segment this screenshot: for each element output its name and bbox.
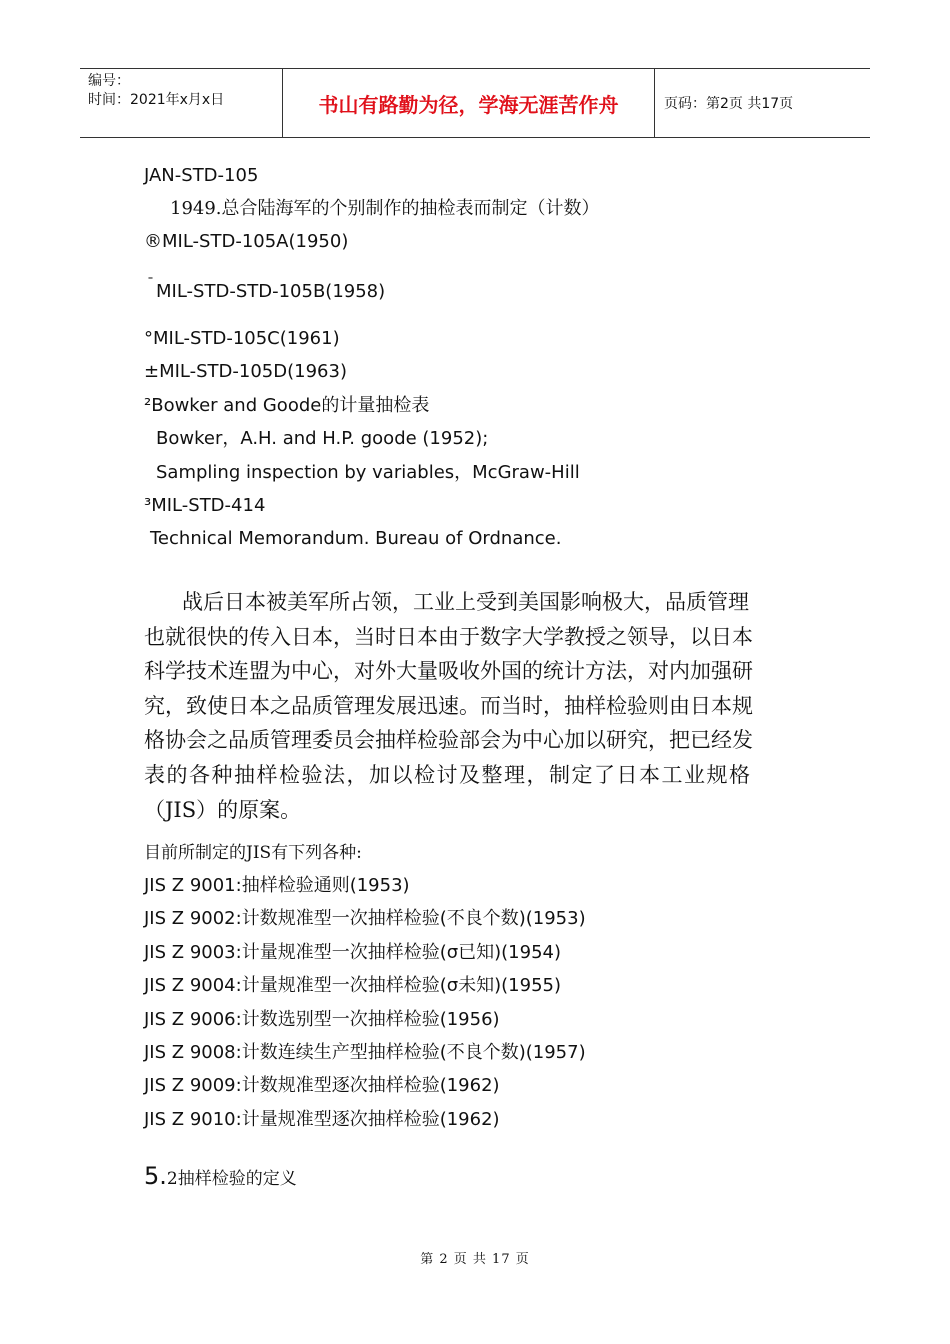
number-label: 编号： [88,73,130,89]
paragraph-line: 科学技术连盟为中心，对外大量吸收外国的统计方法，对内加强研 [144,659,753,684]
header-page-label: 页码：第2页 共17页 [664,96,794,112]
jis-list-item: JIS Z 9004:计量规准型一次抽样检验(σ未知)(1955) [144,975,561,996]
jis-list-item: JIS Z 9008:计数连续生产型抽样检验(不良个数)(1957) [144,1042,586,1063]
text-line: MIL-STD-STD-105B(1958) [156,281,386,302]
text-line: Sampling inspection by variables，McGraw-Hill [156,462,580,483]
paragraph-line: 格协会之品质管理委员会抽样检验部会为中心加以研究，把已经发 [144,728,753,753]
text-line: Technical Memorandum. Bureau of Ordnance. [150,528,562,549]
text-line: °MIL-STD-105C(1961) [144,328,340,349]
time-label: 时间：2021年x月x日 [88,92,225,108]
paragraph-line: 究，致使日本之品质管理发展迅速。而当时，抽样检验则由日本规 [144,693,753,718]
text-line: ®MIL-STD-105A(1950) [144,231,349,252]
text-line: 1949.总合陆海军的个别制作的抽检表而制定（计数） [170,198,600,219]
text-line: ±MIL-STD-105D(1963) [144,361,347,382]
jis-list-item: JIS Z 9001:抽样检验通则(1953) [144,875,410,896]
text-line: ³MIL-STD-414 [144,495,266,516]
jis-intro: 目前所制定的JIS有下列各种: [144,843,362,863]
body-paragraph [144,585,806,827]
header-meta [80,69,282,137]
text-line: JAN-STD-105 [144,165,259,186]
section-heading [144,1162,297,1190]
jis-list-item: JIS Z 9009:计数规准型逐次抽样检验(1962) [144,1075,500,1096]
jis-list-item: JIS Z 9002:计数规准型一次抽样检验(不良个数)(1953) [144,908,586,929]
paragraph-line: （JIS）的原案。 [144,797,302,822]
page-footer: 第 2 页 共 17 页 [420,1252,530,1267]
paragraph-line: 表的各种抽样检验法，加以检讨及整理，制定了日本工业规格 [144,762,752,787]
text-line: ²Bowker and Goode的计量抽检表 [144,395,430,416]
section-title: 2抽样检验的定义 [166,1169,297,1189]
jis-list-item: JIS Z 9010:计量规准型逐次抽样检验(1962) [144,1109,500,1130]
text-line: Bowker，A.H. and H.P. goode (1952); [156,428,489,449]
paragraph-line: 也就很快的传入日本，当时日本由于数字大学教授之领导，以日本 [144,624,753,649]
section-number: 5. [144,1162,167,1190]
paragraph-line: 战后日本被美军所占领，工业上受到美国影响极大，品质管理 [182,590,749,614]
jis-list-item: JIS Z 9003:计量规准型一次抽样检验(σ已知)(1954) [144,942,561,963]
dash-mark: ¯ [147,276,154,292]
header-motto: 书山有路勤为径，学海无涯苦作舟 [282,69,655,137]
page-header [80,68,870,138]
jis-list-item: JIS Z 9006:计数选别型一次抽样检验(1956) [144,1009,500,1030]
